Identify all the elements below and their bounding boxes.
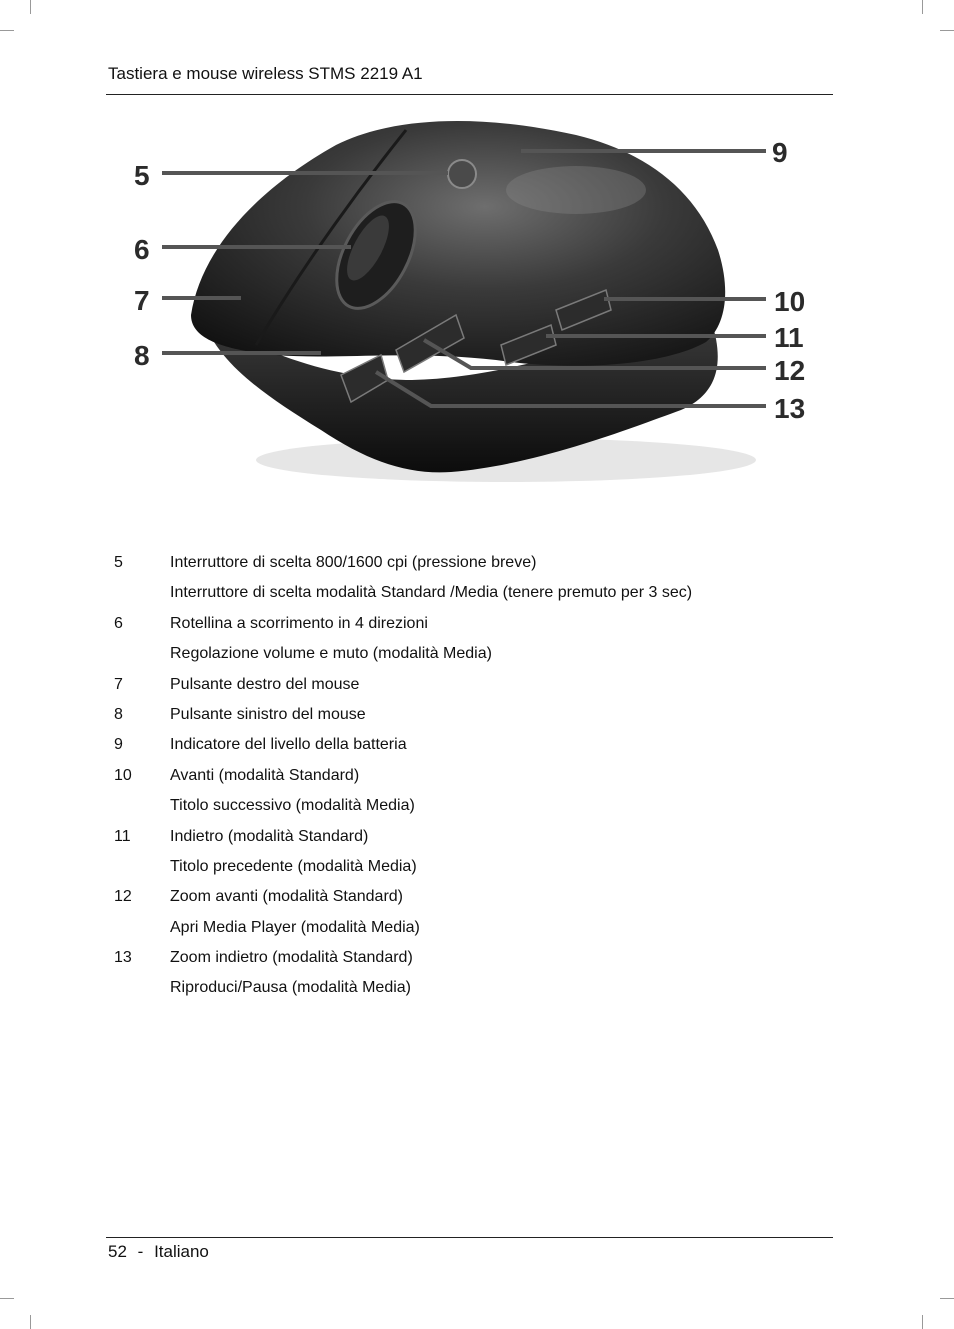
shell-highlight (506, 166, 646, 214)
legend-list (114, 548, 834, 1004)
item-text: Titolo precedente (modalità Media) (170, 857, 417, 875)
list-item (114, 670, 834, 700)
item-text: Avanti (modalità Standard) (170, 766, 360, 784)
callout-10: 10 (774, 286, 806, 317)
list-item (114, 791, 834, 821)
list-item (114, 548, 834, 578)
item-number: 11 (114, 827, 131, 845)
list-item (114, 973, 834, 1003)
item-text: Apri Media Player (modalità Media) (170, 918, 420, 936)
cpi-button (448, 160, 476, 188)
mouse-figure (106, 110, 833, 500)
footer-rule (106, 1237, 833, 1238)
item-text: Zoom avanti (modalità Standard) (170, 888, 403, 906)
crop-mark (0, 30, 14, 31)
item-text: Zoom indietro (modalità Standard) (170, 949, 413, 967)
list-item (114, 730, 834, 760)
page-number: 52 (108, 1242, 127, 1261)
header-rule (106, 94, 833, 95)
list-item (114, 822, 834, 852)
list-item (114, 882, 834, 912)
crop-mark (922, 1315, 923, 1329)
callout-11: 11 (774, 322, 804, 353)
crop-mark (940, 1298, 954, 1299)
list-item (114, 639, 834, 669)
item-number: 7 (114, 675, 123, 693)
item-text: Rotellina a scorrimento in 4 direzioni (170, 614, 428, 632)
page-header-title: Tastiera e mouse wireless STMS 2219 A1 (108, 64, 423, 83)
callout-6: 6 (134, 234, 150, 265)
mouse-illustration (106, 110, 833, 500)
footer-separator: - (137, 1242, 144, 1261)
item-text: Indietro (modalità Standard) (170, 827, 369, 845)
crop-mark (940, 30, 954, 31)
item-text: Regolazione volume e muto (modalità Media) (170, 645, 492, 663)
list-item (114, 852, 834, 882)
item-number: 10 (114, 766, 132, 784)
item-number: 13 (114, 949, 132, 967)
list-item (114, 609, 834, 639)
item-text: Interruttore di scelta 800/1600 cpi (pressione breve) (170, 554, 537, 571)
callout-13: 13 (774, 393, 806, 424)
item-number: 8 (114, 705, 123, 723)
item-text: Indicatore del livello della batteria (170, 736, 407, 754)
crop-mark (30, 0, 31, 14)
list-item (114, 913, 834, 943)
item-number: 9 (114, 736, 123, 754)
crop-mark (922, 0, 923, 14)
list-item (114, 761, 834, 791)
list-item (114, 700, 834, 730)
item-text: Pulsante destro del mouse (170, 675, 360, 693)
item-text: Titolo successivo (modalità Media) (170, 797, 415, 815)
callout-5: 5 (134, 160, 150, 191)
item-number: 6 (114, 614, 123, 632)
list-item (114, 578, 834, 608)
callout-8: 8 (134, 340, 150, 371)
footer-language: Italiano (154, 1242, 209, 1261)
item-number: 12 (114, 888, 132, 906)
item-text: Riproduci/Pausa (modalità Media) (170, 979, 411, 997)
crop-mark (30, 1315, 31, 1329)
crop-mark (0, 1298, 14, 1299)
item-text: Pulsante sinistro del mouse (170, 705, 366, 723)
callout-7: 7 (134, 285, 150, 316)
list-item (114, 943, 834, 973)
item-number: 5 (114, 554, 123, 571)
callout-12: 12 (774, 355, 806, 386)
page-footer (108, 1242, 209, 1262)
item-text: Interruttore di scelta modalità Standard /Media (tenere premuto per 3 sec) (170, 584, 693, 602)
callout-9: 9 (772, 137, 788, 168)
